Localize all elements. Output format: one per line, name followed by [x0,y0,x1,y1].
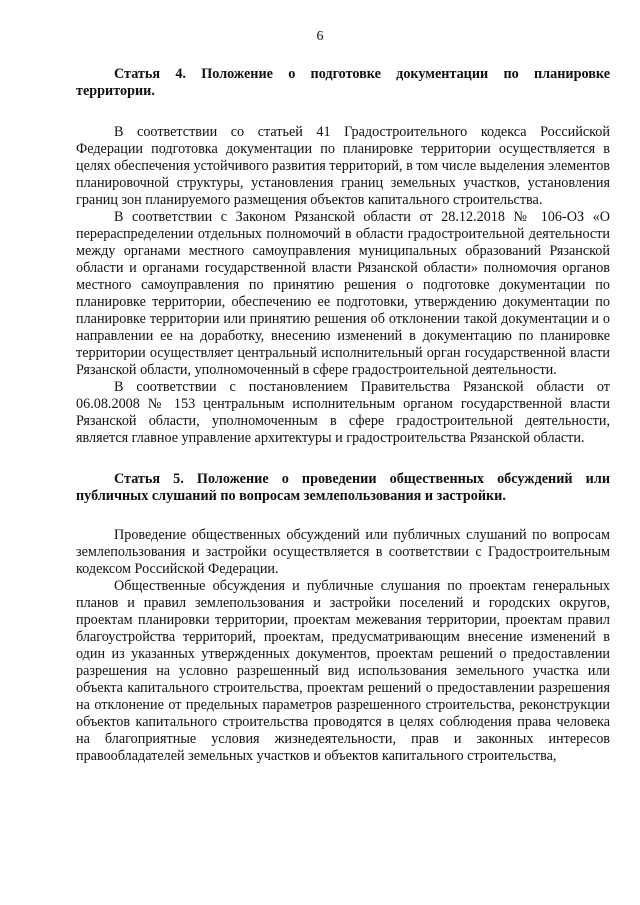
article-4-title: Статья 4. Положение о подготовке документации по планировке территории. [76,66,610,99]
article-4-paragraph-3: В соответствии с постановлением Правительства Рязанской области от 06.08.2008 № 153 центральным исполнительным органом государственной власти Рязанской области, уполномоченным в сфере градостроительной деятельности, является главное управление архитектуры и градостроительства Рязанской области. [76,379,610,446]
article-5-paragraph-1: Проведение общественных обсуждений или публичных слушаний по вопросам землепользования и застройки осуществляется в соответствии с Градостроительным кодексом Российской Федерации. [76,527,610,577]
page-number: 6 [316,29,324,44]
article-5-paragraph-2: Общественные обсуждения и публичные слушания по проектам генеральных планов и правил землепользования и застройки поселений и городских округов, проектам планировки территории, проектам межевания территории, проектам правил благоустройства территорий, проектам, предусматривающим внесение изменений в один из указанных утвержденных документов, проектам решений о предоставлении разрешения на условно разрешенный вид использования земельного участка или объекта капитального строительства, проектам решений о предоставлении разрешения на отклонение от предельных параметров разрешенного строительства, реконструкции объектов капитального строительства проводятся в целях соблюдения права человека на благоприятные условия жизнедеятельности, прав и законных интересов правообладателей земельных участков и объектов капитального строительства, [76,578,610,764]
page-content [76,66,610,765]
article-4-paragraph-2: В соответствии с Законом Рязанской области от 28.12.2018 № 106-ОЗ «О перераспределении отдельных полномочий в области градостроительной деятельности между органами местного самоуправления муниципальных образований Рязанской области и органами государственной власти Рязанской области» полномочия органов местного самоуправления по принятию решения о подготовке документации по планировке территории, обеспечению ее подготовки, утверждению документации по планировке территории или принятию решения об отклонении такой документации и о направлении ее на доработку, внесению изменений в документацию по планировке территории осуществляет центральный исполнительный орган государственной власти Рязанской области, уполномоченный в сфере градостроительной деятельности. [76,209,610,378]
article-5-title: Статья 5. Положение о проведении общественных обсуждений или публичных слушаний по вопросам землепользования и застройки. [76,471,610,504]
article-4-paragraph-1: В соответствии со статьей 41 Градостроительного кодекса Российской Федерации подготовка документации по планировке территории осуществляется в целях обеспечения устойчивого развития территорий, в том числе выделения элементов планировочной структуры, установления границ земельных участков, установления границ зон планируемого размещения объектов капитального строительства. [76,124,610,208]
